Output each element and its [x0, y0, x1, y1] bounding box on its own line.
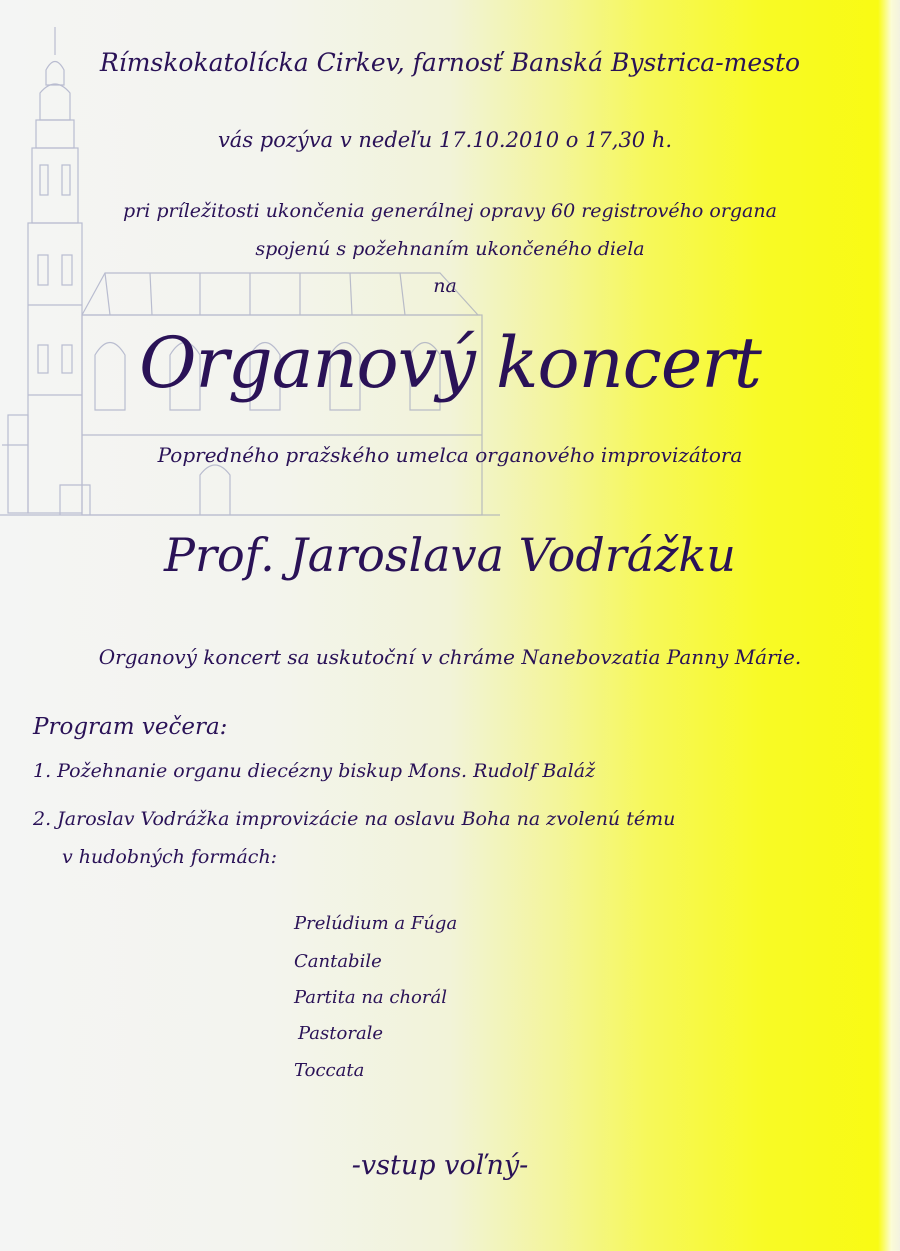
program-item-2: 2. Jaroslav Vodrážka improvizácie na oslavu Boha na zvolenú tému	[33, 808, 676, 830]
performer-name: Prof. Jaroslava Vodrážku	[164, 528, 736, 582]
program-item-2-continued: v hudobných formách:	[62, 846, 278, 868]
admission-note: -vstup voľný-	[351, 1150, 529, 1181]
occasion-line-1: pri príležitosti ukončenia generálnej opravy 60 registrového organa	[123, 200, 777, 222]
organizer-line: Rímskokatolícka Cirkev, farnosť Banská Bystrica-mesto	[99, 48, 801, 77]
event-title: Organový koncert	[139, 322, 761, 404]
program-item-1: 1. Požehnanie organu diecézny biskup Mons. Rudolf Baláž	[33, 760, 596, 782]
program-heading: Program večera:	[33, 714, 228, 740]
performer-description: Popredného pražského umelca organového improvizátora	[157, 443, 743, 467]
venue-line: Organový koncert sa uskutoční v chráme Nanebovzatia Panny Márie.	[98, 645, 802, 669]
occasion-line-2: spojenú s požehnaním ukončeného diela	[255, 238, 645, 260]
page-edge	[878, 0, 900, 1251]
form-item: Partita na chorál	[294, 987, 447, 1008]
invitation-line: vás pozýva v nedeľu 17.10.2010 o 17,30 h.	[217, 128, 673, 152]
on-word: na	[433, 275, 457, 297]
form-item: Prelúdium a Fúga	[294, 913, 458, 934]
form-item: Cantabile	[294, 951, 382, 972]
form-item: Toccata	[294, 1060, 365, 1081]
form-item: Pastorale	[298, 1023, 384, 1044]
